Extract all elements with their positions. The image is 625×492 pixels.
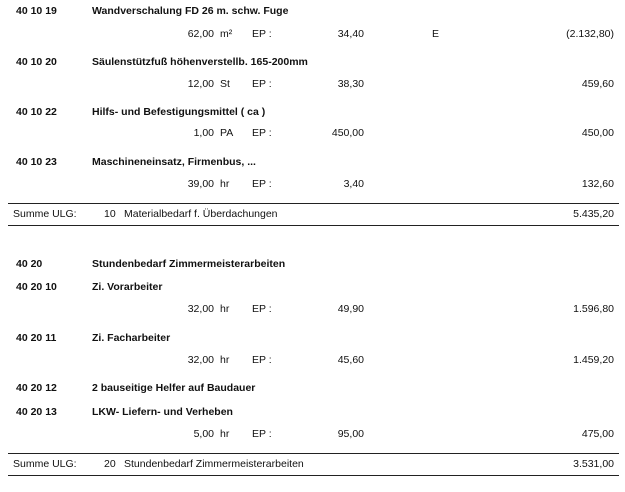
position-code: 40 20 11 <box>16 332 57 344</box>
summary-description: Materialbedarf f. Überdachungen <box>124 208 278 220</box>
summary-top-rule <box>8 453 619 454</box>
position-code: 40 10 20 <box>16 56 57 68</box>
ep-label: EP : <box>252 28 272 40</box>
ep-label: EP : <box>252 303 272 315</box>
summary-number: 20 <box>104 458 116 470</box>
ep-label: EP : <box>252 78 272 90</box>
position-title: Maschineneinsatz, Firmenbus, ... <box>92 156 256 168</box>
quantity: 5,00 <box>193 428 214 440</box>
position-code: 40 10 22 <box>16 106 57 118</box>
unit: hr <box>220 428 230 440</box>
unit: hr <box>220 354 230 366</box>
unit-price: 45,60 <box>337 354 364 366</box>
position-title: LKW- Liefern- und Verheben <box>92 406 233 418</box>
ep-label: EP : <box>252 178 272 190</box>
line-total: (2.132,80) <box>566 28 614 40</box>
position-title: Hilfs- und Befestigungsmittel ( ca ) <box>92 106 266 118</box>
unit: hr <box>220 303 230 315</box>
summary-description: Stundenbedarf Zimmermeisterarbeiten <box>124 458 304 470</box>
summary-bottom-rule <box>8 475 619 476</box>
unit-price: 3,40 <box>343 178 364 190</box>
ep-label: EP : <box>252 428 272 440</box>
group-title: Stundenbedarf Zimmermeisterarbeiten <box>92 258 286 270</box>
position-code: 40 20 10 <box>16 281 57 293</box>
ep-label: EP : <box>252 127 272 139</box>
summary-top-rule <box>8 203 619 204</box>
unit: hr <box>220 178 230 190</box>
quantity: 1,00 <box>193 127 214 139</box>
unit: m² <box>220 28 233 40</box>
summary-bottom-rule <box>8 225 619 226</box>
flag: E <box>432 28 440 40</box>
unit: PA <box>220 127 234 139</box>
quantity: 32,00 <box>187 303 214 315</box>
unit-price: 34,40 <box>337 28 364 40</box>
quantity: 62,00 <box>187 28 214 40</box>
position-code: 40 20 13 <box>16 406 57 418</box>
position-title: Zi. Facharbeiter <box>92 332 171 344</box>
line-total: 475,00 <box>581 428 614 440</box>
quantity: 32,00 <box>187 354 214 366</box>
line-total: 459,60 <box>581 78 614 90</box>
summary-label: Summe ULG: <box>13 208 77 220</box>
ep-label: EP : <box>252 354 272 366</box>
position-code: 40 10 23 <box>16 156 57 168</box>
line-total: 450,00 <box>581 127 614 139</box>
line-total: 1.459,20 <box>573 354 614 366</box>
summary-number: 10 <box>104 208 116 220</box>
position-title: Zi. Vorarbeiter <box>92 281 163 293</box>
line-total: 132,60 <box>581 178 614 190</box>
position-code: 40 20 12 <box>16 382 57 394</box>
unit-price: 450,00 <box>331 127 364 139</box>
position-title: Wandverschalung FD 26 m. schw. Fuge <box>92 5 289 17</box>
position-title: 2 bauseitige Helfer auf Baudauer <box>92 382 256 394</box>
unit-price: 49,90 <box>337 303 364 315</box>
quantity: 39,00 <box>187 178 214 190</box>
summary-total: 5.435,20 <box>573 208 614 220</box>
summary-label: Summe ULG: <box>13 458 77 470</box>
line-total: 1.596,80 <box>573 303 614 315</box>
unit: St <box>220 78 230 90</box>
unit-price: 95,00 <box>337 428 364 440</box>
position-title: Säulenstützfuß höhenverstellb. 165-200mm <box>92 56 308 68</box>
quantity: 12,00 <box>187 78 214 90</box>
summary-total: 3.531,00 <box>573 458 614 470</box>
position-code: 40 10 19 <box>16 5 57 17</box>
group-code: 40 20 <box>16 258 43 270</box>
unit-price: 38,30 <box>337 78 364 90</box>
